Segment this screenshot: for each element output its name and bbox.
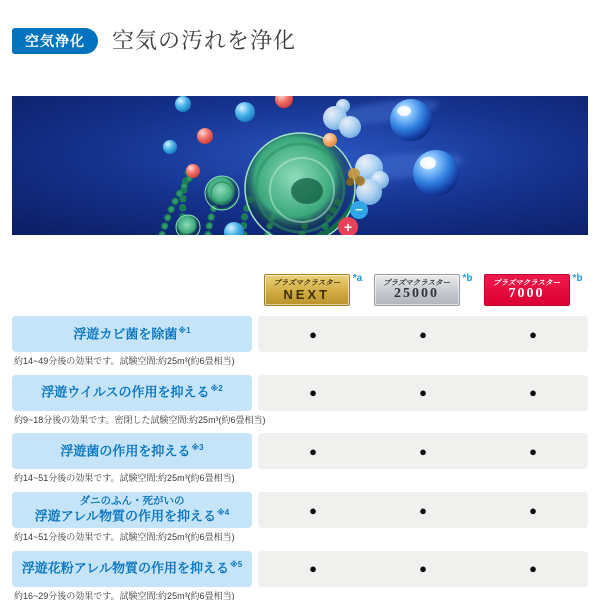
support-indicator-band xyxy=(258,433,588,469)
table-row xyxy=(12,492,588,544)
supported-dot: ● xyxy=(309,385,317,401)
test-condition-note: 約14~51分後の効果です。試験空間:約25m³(約6畳相当) xyxy=(14,532,235,543)
table-column-header xyxy=(12,274,588,306)
support-indicator-band xyxy=(258,316,588,352)
footnote-marker: ※2 xyxy=(210,384,223,394)
test-condition-note: 約14~51分後の効果です。試験空間:約25m³(約6畳相当) xyxy=(14,473,235,484)
support-indicator-band xyxy=(258,375,588,411)
table-row xyxy=(12,375,588,427)
category-badge: 空気浄化 xyxy=(12,28,98,54)
footnote-marker: ※4 xyxy=(216,508,230,518)
minus-ion-icon xyxy=(350,201,368,219)
footnote-ref: *b xyxy=(462,273,473,284)
footnote-marker: ※5 xyxy=(229,560,243,570)
footnote-marker: ※1 xyxy=(178,325,191,335)
plasmacluster-next-logo: プラズマクラスター NEXT xyxy=(264,274,350,306)
supported-dot: ● xyxy=(309,443,317,459)
plasmacluster-7000-logo: プラズマクラスター 7000 xyxy=(484,274,570,306)
test-condition-note: 約9~18分後の効果です。密閉した試験空間:約25m³(約6畳相当) xyxy=(14,414,266,425)
supported-dot: ● xyxy=(529,385,537,401)
test-condition-note: 約14~49分後の効果です。試験空間:約25m³(約6畳相当) xyxy=(14,356,235,366)
column-plasmacluster-next xyxy=(264,274,362,306)
supported-dot: ● xyxy=(419,561,427,577)
feature-label: ダニのふん・死がいの 浮遊アレル物質の作用を抑える$^{※4}$ xyxy=(12,492,252,528)
feature-label: 浮遊花粉アレル物質の作用を抑える$^{※5}$ xyxy=(12,551,252,587)
supported-dot: ● xyxy=(529,443,537,459)
feature-label: 浮遊菌の作用を抑える$^{※3}$ xyxy=(12,433,252,469)
hero-image xyxy=(12,96,588,235)
air-purification-illustration xyxy=(12,96,588,235)
support-indicator-band xyxy=(258,492,588,528)
supported-dot: ● xyxy=(529,502,537,518)
footnote-ref: *b xyxy=(572,273,583,284)
table-row xyxy=(12,433,588,485)
supported-dot: ● xyxy=(419,502,427,518)
supported-dot: ● xyxy=(309,502,317,518)
support-indicator-band xyxy=(258,551,588,587)
feature-comparison-table xyxy=(12,274,588,600)
supported-dot: ● xyxy=(419,326,427,342)
footnote-marker: ※3 xyxy=(191,443,204,453)
table-row xyxy=(12,316,588,368)
svg-text:−: − xyxy=(355,202,363,217)
supported-dot: ● xyxy=(419,385,427,401)
supported-dot: ● xyxy=(309,561,317,577)
feature-label: 浮遊ウイルスの作用を抑える$^{※2}$ xyxy=(12,375,252,411)
page-title: 空気の汚れを浄化 xyxy=(112,28,297,53)
feature-label: 浮遊カビ菌を除菌$^{※1}$ xyxy=(12,316,252,352)
test-condition-note: 約16~29分後の効果です。試験空間:約25m³(約6畳相当) xyxy=(14,590,235,600)
supported-dot: ● xyxy=(309,326,317,342)
plasmacluster-25000-logo: プラズマクラスター 25000 xyxy=(374,274,460,306)
section-header xyxy=(12,25,588,57)
footnote-ref: *a xyxy=(352,273,363,284)
supported-dot: ● xyxy=(529,561,537,577)
supported-dot: ● xyxy=(419,443,427,459)
svg-text:+: + xyxy=(343,219,353,235)
supported-dot: ● xyxy=(529,326,537,342)
column-plasmacluster-25000 xyxy=(374,274,473,306)
column-plasmacluster-7000 xyxy=(484,274,583,306)
table-row xyxy=(12,551,588,600)
